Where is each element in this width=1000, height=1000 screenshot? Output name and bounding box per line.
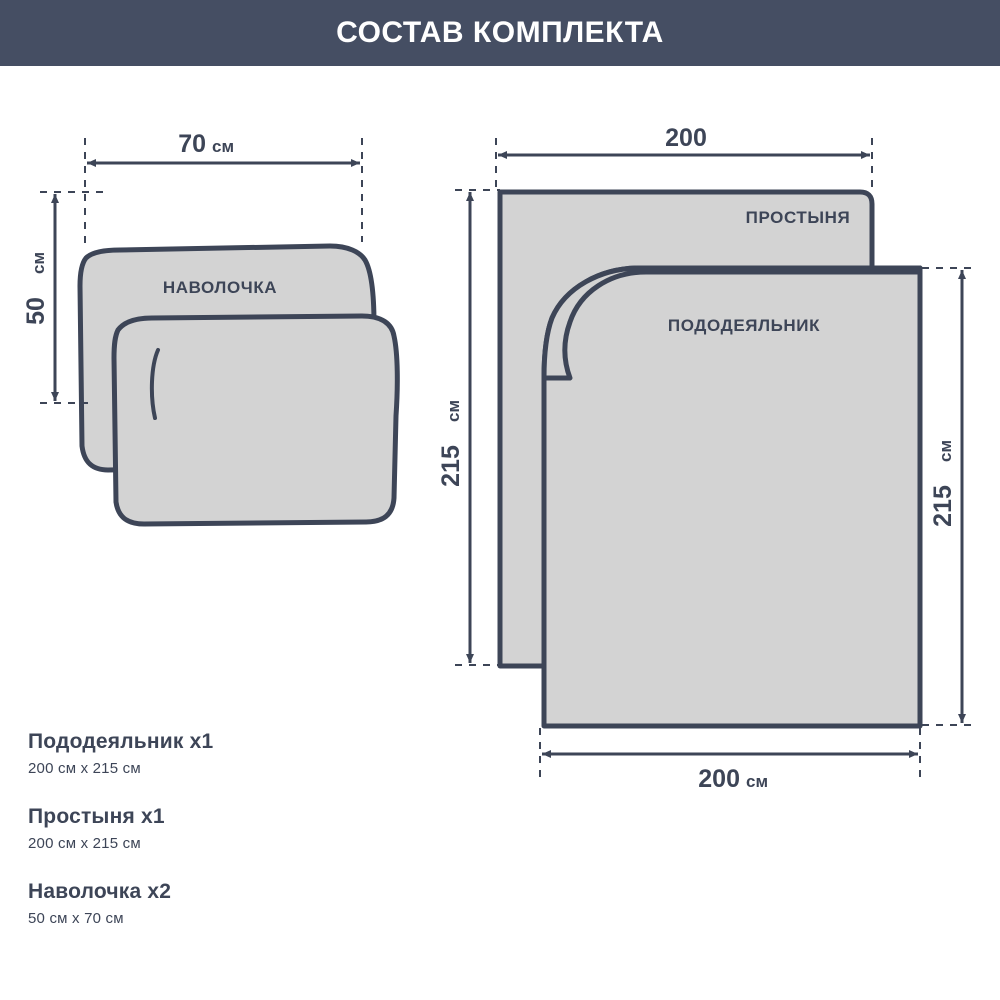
legend-item xyxy=(28,805,368,852)
sheet-height-unit: см xyxy=(444,399,463,423)
set-contents-legend xyxy=(28,730,368,955)
duvet-width-value: 200 xyxy=(698,765,740,793)
duvet-height-unit: см xyxy=(936,439,955,463)
sheet-label: ПРОСТЫНЯ xyxy=(745,208,851,227)
duvet-group xyxy=(540,268,978,793)
legend-item xyxy=(28,880,368,927)
legend-item-size: 200 см x 215 см xyxy=(28,835,141,852)
legend-item-size: 200 см x 215 см xyxy=(28,760,141,777)
legend-item-name: Простыня x1 xyxy=(28,805,165,828)
duvet-width-unit: см xyxy=(746,772,769,791)
pillow-width-value: 70 xyxy=(178,130,206,158)
duvet-shape xyxy=(544,268,920,726)
duvet-height-value: 215 xyxy=(929,485,957,527)
pillow-group xyxy=(22,130,397,524)
pillow-front-shape xyxy=(114,316,397,524)
pillow-label: НАВОЛОЧКА xyxy=(162,278,278,297)
pillow-width-unit: см xyxy=(212,137,235,156)
sheet-width-value: 200 xyxy=(665,124,707,152)
sheet-height-value: 215 xyxy=(437,445,465,487)
duvet-label: ПОДОДЕЯЛЬНИК xyxy=(667,316,821,335)
pillow-height-unit: см xyxy=(29,251,48,275)
page-title: СОСТАВ КОМПЛЕКТА xyxy=(336,16,664,49)
legend-item xyxy=(28,730,368,777)
pillow-height-value: 50 xyxy=(22,297,50,325)
legend-item-size: 50 см x 70 см xyxy=(28,910,124,927)
legend-item-name: Наволочка x2 xyxy=(28,880,172,903)
legend-item-name: Пододеяльник x1 xyxy=(28,730,214,753)
page-header xyxy=(0,0,1000,66)
